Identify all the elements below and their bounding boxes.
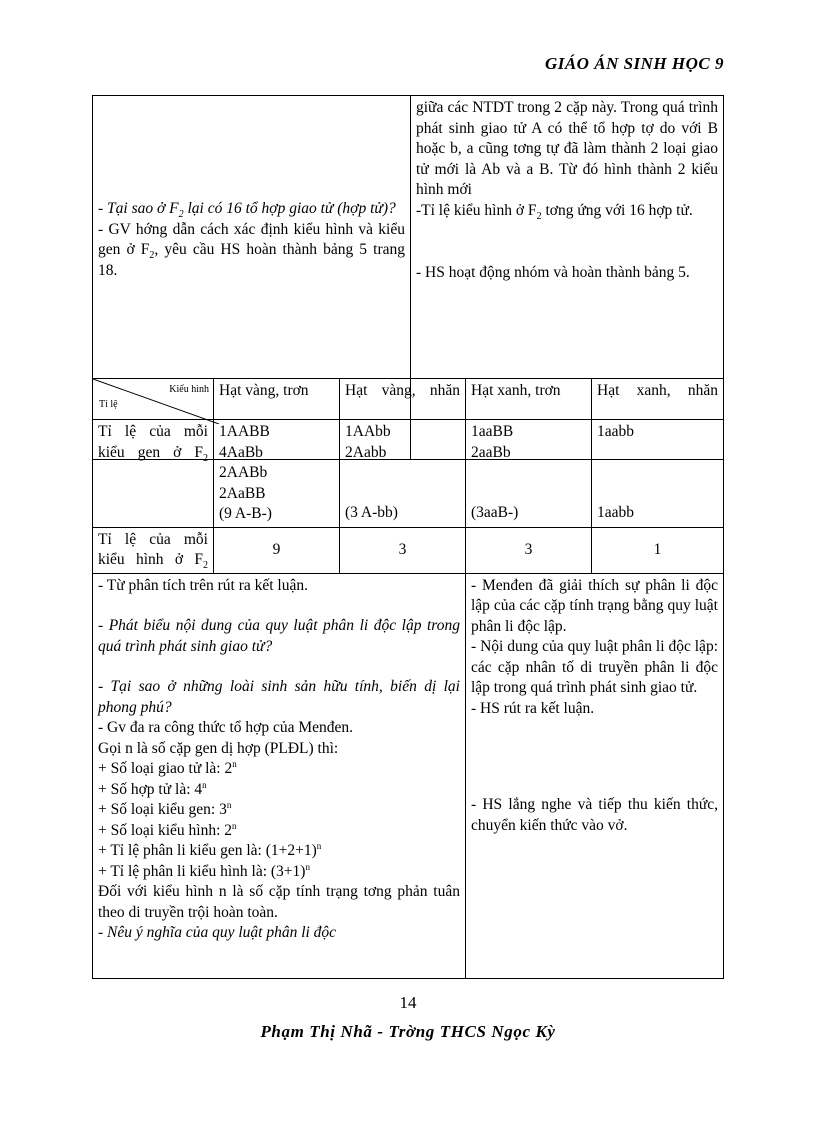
table-5	[92, 378, 724, 979]
formula-phenotype-ratio: + Tỉ lệ phân li kiểu hình là: $(3+1)^n$	[98, 861, 310, 880]
col-header-4: Hạt xanh, nhăn	[592, 379, 724, 420]
genotype-cell-3: 1aaBB 2aaBb (3aaB-)	[466, 420, 592, 528]
formula-intro: - Gv đa ra công thức tổ hợp của Menđen.	[98, 719, 354, 736]
header-title: GIÁO ÁN SINH HỌC 9	[544, 54, 724, 73]
corner-top-label: Kiểu hình	[169, 384, 209, 395]
footer-author: Phạm Thị Nhã - Trờng THCS Ngọc Kỳ	[260, 1022, 556, 1041]
phenotype-ratio-2: 3	[340, 527, 466, 573]
phenotype-ratio-3: 3	[466, 527, 592, 573]
col-header-1: Hạt vàng, trơn	[214, 379, 340, 420]
student-text-3: - HS hoạt động nhóm và hoàn thành bảng 5.	[416, 264, 690, 281]
formula-genotype-ratio: + Tỉ lệ phân li kiểu gen là: $(1+2+1)^n$	[98, 840, 322, 859]
law-content: - Nội dung của quy luật phân li độc lập: các cặp nhân tố di truyền phân li độc lập trong quá trình phát sinh giao tử.	[471, 638, 718, 696]
formula-gametes: + Số loại giao tử là: 2$^n$	[98, 758, 237, 777]
mendel-explanation: - Menđen đã giải thích sự phân li độc lập của các cặp tính trạng bằng quy luật phân li độc lập.	[471, 576, 718, 635]
variation-question: - Tại sao ở những loài sinh sản hữu tính, biến dị lại phong phú?	[98, 678, 460, 716]
phenotype-ratio-4: 1	[592, 527, 724, 573]
student-text-1: giữa các NTDT trong 2 cặp này. Trong quá trình phát sinh giao tử A có thể tổ hợp tợ do với B hoặc b, a cũng tơng tự đã làm thành 2 loại giao tử mới là Ab và a B. Từ đó hình thành 2 kiểu hình mới	[416, 99, 718, 198]
corner-header	[93, 379, 214, 420]
gv-instruction: - GV hớng dẫn cách xác định kiểu hình và kiểu gen ở $F_2$, yêu cầu HS hoàn thành bảng 5 trang 18.	[98, 220, 405, 279]
genotype-cell-4: 1aabb 1aabb	[592, 420, 724, 528]
genotype-cell-2: 1AAbb 2Aabb (3 A-bb)	[340, 420, 466, 528]
corner-bottom-label: Tỉ lệ	[99, 398, 118, 410]
hs-listen: - HS lắng nghe và tiếp thu kiến thức, chuyển kiến thức vào vở.	[471, 796, 718, 834]
col-header-2: Hạt vàng, nhăn	[340, 379, 466, 420]
significance-question: - Nêu ý nghĩa của quy luật phân li độc	[98, 924, 337, 941]
row-label-genotype: Tỉ lệ của mỗi kiểu gen ở $F_2$	[93, 420, 214, 528]
col-header-3: Hạt xanh, trơn	[466, 379, 592, 420]
page-number: 14	[399, 993, 417, 1012]
student-text-2: -Tỉ lệ kiểu hình ở $F_2$ tơng ứng với 16 hợp tử.	[416, 201, 693, 222]
law-question: - Phát biểu nội dung của quy luật phân li độc lập trong quá trình phát sinh giao tử?	[98, 617, 460, 655]
formula-genotypes: + Số loại kiểu gen: 3$^n$	[98, 799, 232, 818]
question-16-combinations: - Tại sao ở $F_2$ lại có 16 tổ hợp giao tử (hợp tử)?	[98, 200, 396, 221]
formula-phenotypes: + Số loại kiểu hình: 2$^n$	[98, 820, 237, 839]
formula-condition: Gọi n là số cặp gen dị hợp (PLĐL) thì:	[98, 739, 339, 757]
hs-conclusion: - HS rút ra kết luận.	[471, 699, 595, 717]
student-column-2	[466, 573, 724, 978]
row-label-phenotype: Tỉ lệ của mỗi kiểu hình ở $F_2$	[93, 527, 214, 573]
conclusion-prompt: - Từ phân tích trên rút ra kết luận.	[98, 576, 308, 594]
formula-zygotes: + Số hợp tử là: 4$^n$	[98, 779, 207, 798]
phenotype-note: Đối với kiểu hình n là số cặp tính trạng tơng phản tuân theo di truyền trội hoàn toàn.	[98, 883, 460, 921]
phenotype-ratio-1: 9	[214, 527, 340, 573]
teacher-column-2	[93, 573, 466, 978]
genotype-cell-1: 1AABB 4AaBb 2AABb 2AaBB (9 A-B-)	[214, 420, 340, 528]
